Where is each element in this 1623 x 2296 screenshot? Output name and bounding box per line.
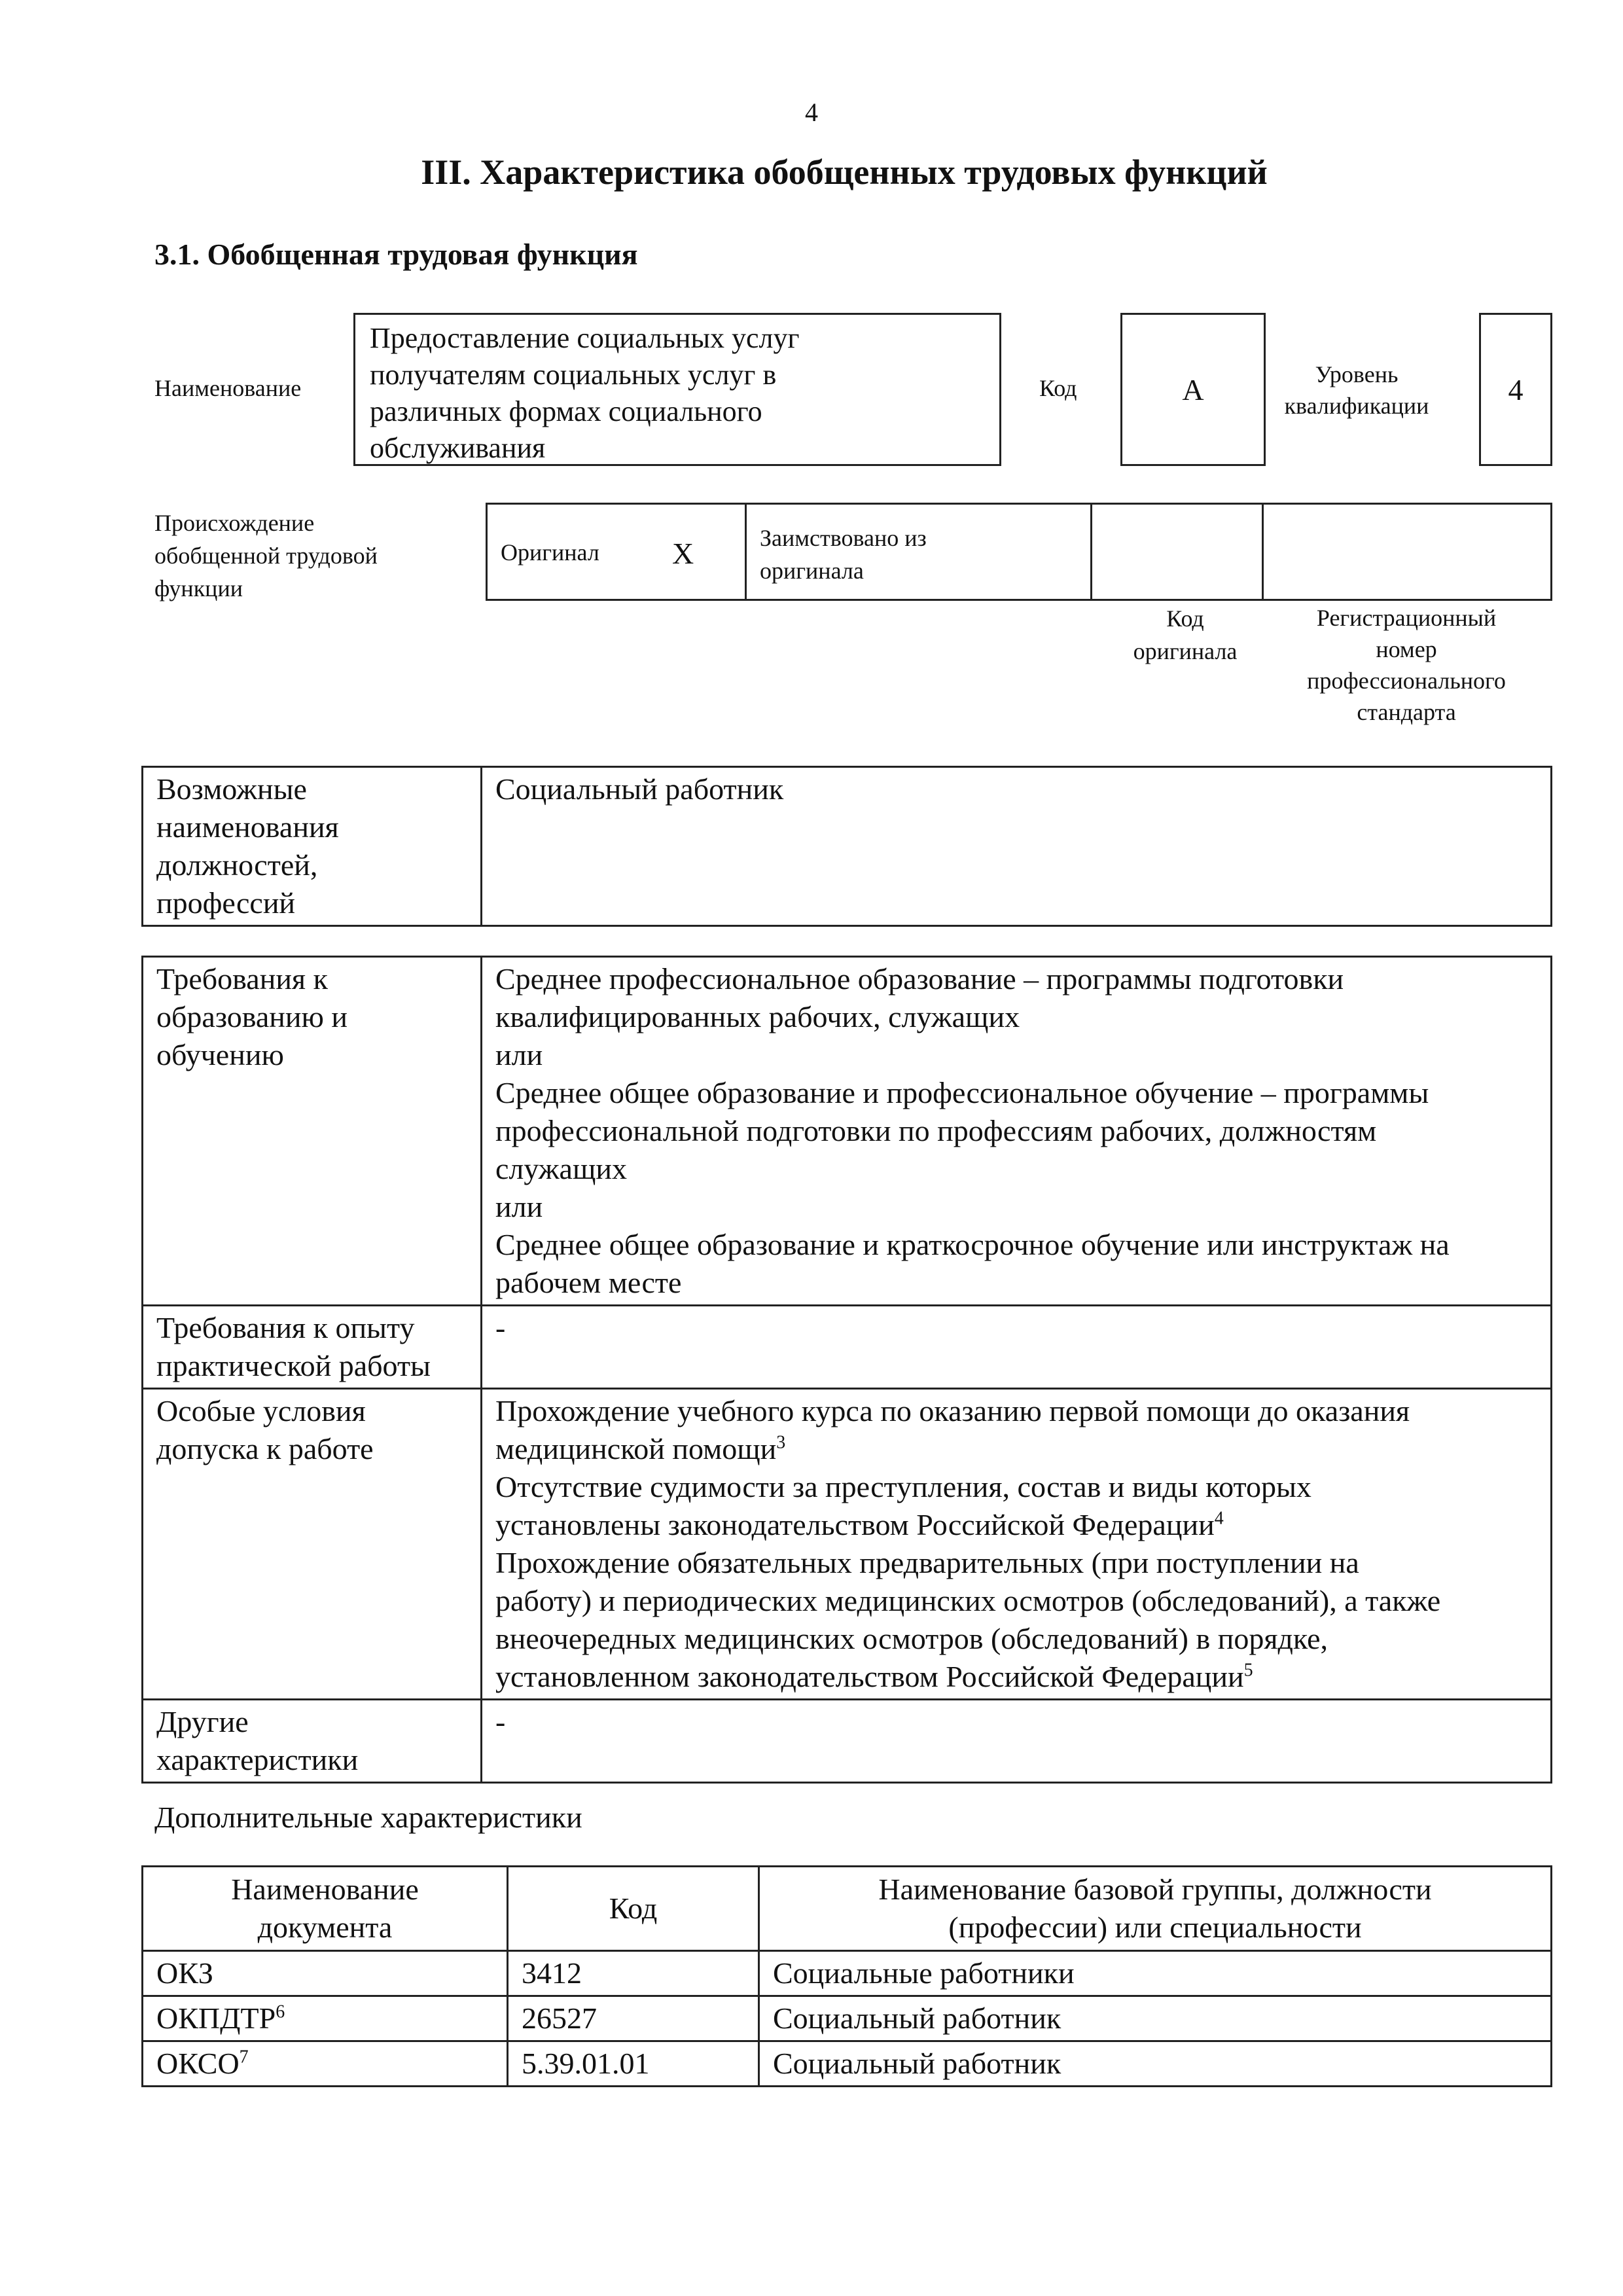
label-line: Другие bbox=[156, 1705, 249, 1738]
text-line bbox=[495, 1188, 1537, 1226]
positions-value-cell bbox=[482, 767, 1552, 926]
label-line: профессий bbox=[156, 886, 296, 920]
text-line bbox=[495, 1468, 1537, 1506]
original-code-caption bbox=[1099, 602, 1271, 668]
line-text: Среднее общее образование и профессиональное обучение – программы bbox=[495, 1076, 1429, 1109]
header-line: Наименование базовой группы, должности bbox=[878, 1873, 1432, 1906]
caption-line: профессионального bbox=[1307, 668, 1506, 694]
label-line: характеристики bbox=[156, 1743, 359, 1776]
requirement-value-cell bbox=[482, 1700, 1552, 1783]
doc-name: ОКЗ bbox=[156, 1956, 213, 1990]
origin-label-line: Происхождение bbox=[154, 510, 315, 536]
group-name-cell: Социальные работники bbox=[759, 1951, 1552, 1996]
label-line: Возможные bbox=[156, 772, 307, 806]
code-value: А bbox=[1182, 372, 1204, 406]
doc-name: ОКПДТР bbox=[156, 2001, 276, 2035]
text-line bbox=[495, 960, 1537, 998]
code-box bbox=[1120, 313, 1266, 466]
requirement-value-cell bbox=[482, 1389, 1552, 1700]
table-row bbox=[143, 957, 1552, 1306]
header-line: (профессии) или специальности bbox=[948, 1910, 1362, 1944]
positions-table bbox=[141, 766, 1552, 927]
function-name-box bbox=[353, 313, 1001, 466]
origin-label bbox=[154, 507, 378, 605]
text-line bbox=[495, 1658, 1537, 1696]
code-cell: 3412 bbox=[508, 1951, 759, 1996]
requirement-label-cell bbox=[143, 1389, 482, 1700]
original-mark: Х bbox=[672, 537, 694, 570]
level-label-line: Уровень bbox=[1315, 361, 1399, 387]
text-line bbox=[495, 1430, 1537, 1468]
additional-table bbox=[141, 1865, 1552, 2087]
code-cell: 5.39.01.01 bbox=[508, 2041, 759, 2087]
text-line bbox=[495, 1226, 1537, 1264]
function-name-line: Предоставление социальных услуг bbox=[370, 322, 800, 354]
label-line: наименования bbox=[156, 810, 339, 844]
line-text: служащих bbox=[495, 1152, 628, 1185]
requirement-label-cell bbox=[143, 1306, 482, 1389]
line-text: профессиональной подготовки по профессиям рабочих, должностям bbox=[495, 1114, 1377, 1147]
text-line bbox=[495, 1309, 1537, 1347]
page-number: 4 bbox=[805, 98, 818, 127]
line-text: внеочередных медицинских осмотров (обследований) в порядке, bbox=[495, 1622, 1329, 1655]
positions-label-cell bbox=[143, 767, 482, 926]
table-row bbox=[143, 1389, 1552, 1700]
table-row bbox=[143, 1700, 1552, 1783]
group-name-cell: Социальный работник bbox=[759, 2041, 1552, 2087]
registration-number-cell bbox=[1264, 505, 1550, 599]
column-header bbox=[143, 1867, 508, 1951]
label-line: Особые условия bbox=[156, 1394, 366, 1427]
group-name-cell: Социальный работник bbox=[759, 1996, 1552, 2041]
registration-number-caption bbox=[1263, 602, 1550, 728]
original-code-cell bbox=[1092, 505, 1264, 599]
line-text: - bbox=[495, 1705, 506, 1738]
subsection-title: 3.1. Обобщенная трудовая функция bbox=[154, 238, 638, 271]
table-row bbox=[143, 1996, 1552, 2041]
text-line bbox=[495, 1150, 1537, 1188]
line-text: или bbox=[495, 1190, 543, 1223]
doc-cell bbox=[143, 2041, 508, 2087]
name-label: Наименование bbox=[154, 375, 302, 401]
line-text: установлены законодательством Российской Федерации bbox=[495, 1508, 1215, 1541]
requirement-value-cell bbox=[482, 1306, 1552, 1389]
function-name-line: получателям социальных услуг в bbox=[370, 359, 777, 391]
label-line: должностей, bbox=[156, 848, 318, 882]
level-label bbox=[1281, 359, 1432, 422]
table-row bbox=[143, 2041, 1552, 2087]
caption-line: оригинала bbox=[1133, 638, 1238, 664]
label-line: Требования к bbox=[156, 962, 328, 996]
label-line: практической работы bbox=[156, 1349, 431, 1382]
borrowed-label-line: Заимствовано из bbox=[760, 525, 927, 551]
table-row bbox=[143, 767, 1552, 926]
table-row bbox=[143, 1306, 1552, 1389]
additional-title: Дополнительные характеристики bbox=[154, 1801, 582, 1834]
requirement-value-cell bbox=[482, 957, 1552, 1306]
requirements-table bbox=[141, 956, 1552, 1784]
text-line bbox=[495, 1036, 1537, 1074]
level-value: 4 bbox=[1508, 372, 1524, 406]
table-row bbox=[143, 1951, 1552, 1996]
section-title: III. Характеристика обобщенных трудовых функций bbox=[421, 152, 1268, 192]
line-text: Прохождение учебного курса по оказанию первой помощи до оказания bbox=[495, 1394, 1410, 1427]
text-line bbox=[495, 998, 1537, 1036]
line-text: Отсутствие судимости за преступления, состав и виды которых bbox=[495, 1470, 1311, 1503]
line-text: Прохождение обязательных предварительных (при поступлении на bbox=[495, 1546, 1359, 1579]
origin-label-line: обобщенной трудовой bbox=[154, 543, 378, 569]
footnote-ref: 7 bbox=[239, 2047, 249, 2068]
code-label: Код bbox=[1039, 375, 1077, 401]
text-line bbox=[495, 1703, 1537, 1741]
footnote-ref: 4 bbox=[1214, 1508, 1224, 1529]
doc-name: ОКСО bbox=[156, 2047, 240, 2080]
text-line bbox=[495, 1264, 1537, 1302]
line-text: - bbox=[495, 1311, 506, 1344]
header-line: Наименование bbox=[231, 1873, 419, 1906]
caption-line: номер bbox=[1376, 636, 1437, 662]
doc-cell bbox=[143, 1951, 508, 1996]
caption-line: Код bbox=[1166, 605, 1204, 632]
header-line: Код bbox=[609, 1892, 658, 1925]
line-text: установленном законодательством Российской Федерации bbox=[495, 1660, 1244, 1693]
text-line bbox=[495, 1392, 1537, 1430]
caption-line: стандарта bbox=[1357, 699, 1456, 725]
line-text: квалифицированных рабочих, служащих bbox=[495, 1000, 1020, 1033]
code-cell: 26527 bbox=[508, 1996, 759, 2041]
text-line bbox=[495, 1620, 1537, 1658]
text-line bbox=[495, 1544, 1537, 1582]
label-line: обучению bbox=[156, 1038, 284, 1071]
borrowed-cell bbox=[747, 505, 1092, 599]
label-line: образованию и bbox=[156, 1000, 348, 1033]
text-line bbox=[495, 1582, 1537, 1620]
doc-cell bbox=[143, 1996, 508, 2041]
line-text: Среднее профессиональное образование – программы подготовки bbox=[495, 962, 1344, 996]
line-text: работу) и периодических медицинских осмотров (обследований), а также bbox=[495, 1584, 1441, 1617]
level-box bbox=[1479, 313, 1552, 466]
footnote-ref: 3 bbox=[776, 1432, 786, 1453]
positions-value: Социальный работник bbox=[495, 772, 784, 806]
borrowed-label bbox=[760, 522, 927, 587]
function-name-line: обслуживания bbox=[370, 432, 546, 464]
line-text: рабочем месте bbox=[495, 1266, 682, 1299]
requirement-label-cell bbox=[143, 957, 482, 1306]
original-cell bbox=[488, 505, 747, 599]
level-label-line: квалификации bbox=[1284, 393, 1429, 419]
original-label: Оригинал bbox=[501, 539, 599, 565]
text-line bbox=[495, 1506, 1537, 1544]
origin-label-line: функции bbox=[154, 575, 243, 601]
requirement-label-cell bbox=[143, 1700, 482, 1783]
label-line: Требования к опыту bbox=[156, 1311, 415, 1344]
column-header bbox=[759, 1867, 1552, 1951]
function-name-line: различных формах социального bbox=[370, 395, 762, 427]
text-line bbox=[495, 1074, 1537, 1112]
column-header bbox=[508, 1867, 759, 1951]
caption-line: Регистрационный bbox=[1316, 605, 1497, 631]
header-line: документа bbox=[257, 1910, 393, 1944]
table-header-row bbox=[143, 1867, 1552, 1951]
borrowed-label-line: оригинала bbox=[760, 558, 864, 584]
line-text: медицинской помощи bbox=[495, 1432, 777, 1465]
footnote-ref: 6 bbox=[276, 2001, 285, 2022]
label-line: допуска к работе bbox=[156, 1432, 374, 1465]
line-text: Среднее общее образование и краткосрочное обучение или инструктаж на bbox=[495, 1228, 1450, 1261]
origin-table bbox=[486, 503, 1552, 601]
line-text: или bbox=[495, 1038, 543, 1071]
footnote-ref: 5 bbox=[1243, 1660, 1253, 1681]
text-line bbox=[495, 1112, 1537, 1150]
